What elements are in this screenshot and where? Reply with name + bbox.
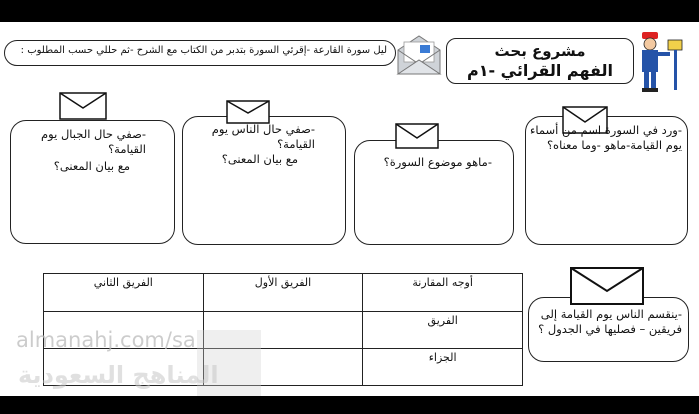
instructions-box [4, 40, 396, 66]
question-5-text: -ينقسم الناس يوم القيامة إلى فريقين – فصليها في الجدول ؟ [538, 307, 682, 336]
watermark-name: المناهج السعودية [18, 361, 219, 389]
mail-letter-icon [396, 34, 442, 76]
title-box [446, 38, 634, 84]
table-header: الفريق الثاني [44, 274, 204, 312]
question-3-text: -صفي حال الناس يوم القيامة؟ [211, 122, 315, 151]
envelope-icon [395, 123, 439, 149]
table-row-label: الفريق [363, 312, 523, 349]
bottom-black-bar [0, 396, 699, 414]
table-header-row [44, 274, 523, 312]
table-header: الفريق الأول [203, 274, 363, 312]
question-3-subtext: مع بيان المعنى؟ [221, 152, 298, 166]
table-header: أوجه المقارنة [363, 274, 523, 312]
envelope-icon [226, 100, 270, 124]
question-2-text: -ماهو موضوع السورة؟ [383, 155, 492, 169]
table-row-label: الجزاء [363, 349, 523, 386]
instructions-text: ليل سورة القارعة -إقرئي السورة بتدبر من الكتاب مع الشرح -ثم حللي حسب المطلوب : [20, 45, 387, 56]
watermark-site: almanahj.com/sa [16, 328, 196, 352]
envelope-icon [570, 267, 644, 305]
mail-carrier-icon [638, 30, 688, 94]
question-4-subtext: مع بيان المعنى؟ [53, 159, 130, 173]
question-4-text: -صفي حال الجبال يوم القيامة؟ [41, 127, 146, 156]
top-black-bar [0, 0, 699, 22]
envelope-icon [59, 92, 107, 120]
page-title: مشروع بحث [494, 42, 586, 60]
page-subtitle: الفهم القرائي -١م [466, 61, 614, 80]
question-1-text: -ورد في السورة اسم من أسماء يوم القيامة-ماهو -وما معناه؟ [529, 123, 682, 152]
